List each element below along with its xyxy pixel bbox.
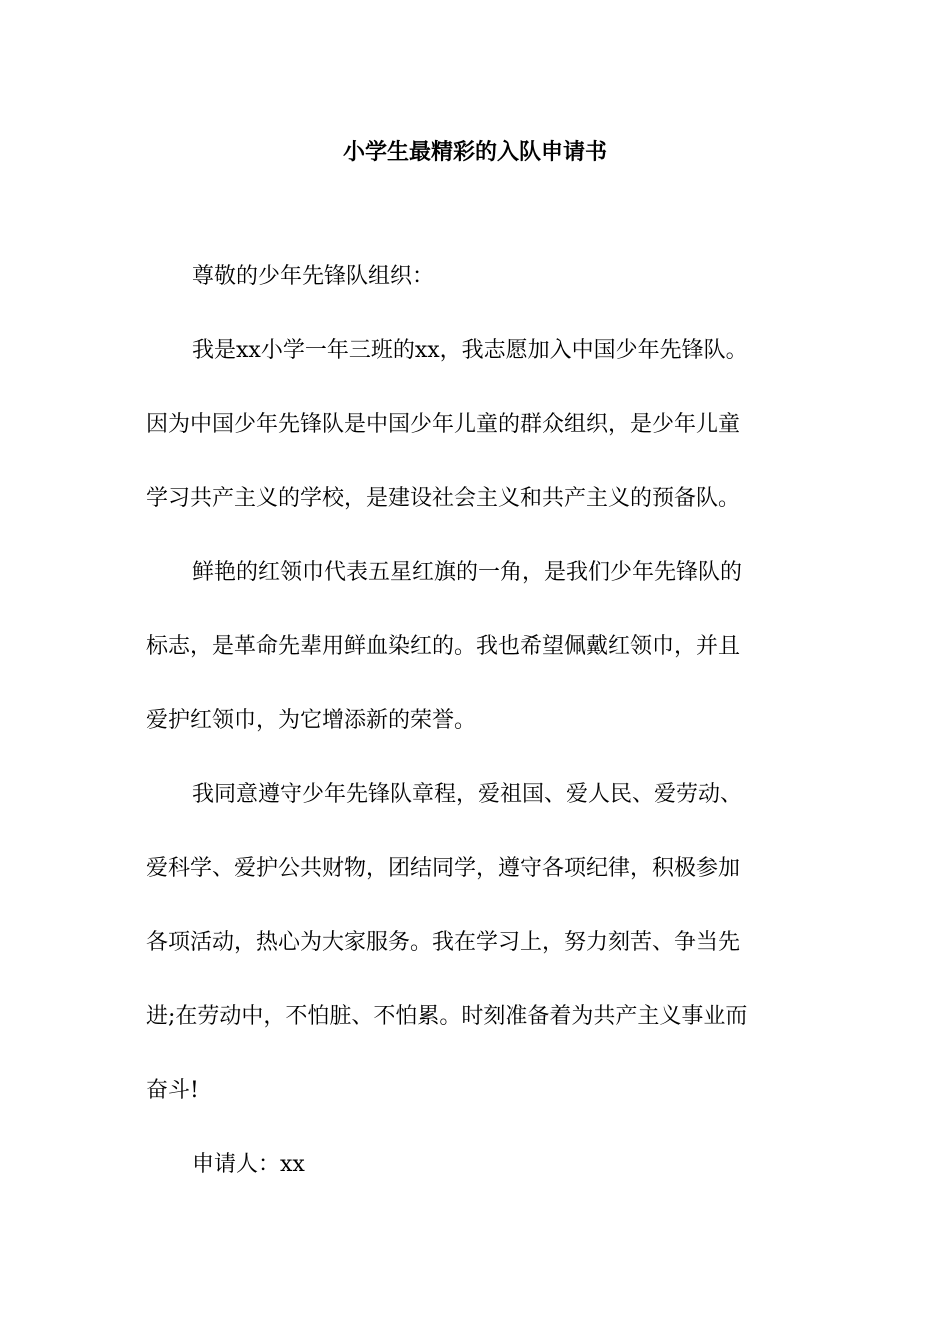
- paragraph-line: 进;在劳动中，不怕脏、不怕累。时刻准备着为共产主义事业而: [146, 1004, 748, 1029]
- salutation: 尊敬的少年先锋队组织：: [192, 264, 435, 289]
- paragraph-line: 我是xx小学一年三班的xx，我志愿加入中国少年先锋队。: [192, 338, 748, 363]
- paragraph-line: 各项活动，热心为大家服务。我在学习上，努力刻苦、争当先: [146, 930, 741, 955]
- paragraph-line: 标志，是革命先辈用鲜血染红的。我也希望佩戴红领巾，并且: [146, 634, 741, 659]
- paragraph-2: [146, 551, 806, 742]
- paragraph-3: [146, 773, 806, 1112]
- paragraph-line: 爱科学、爱护公共财物，团结同学，遵守各项纪律，积极参加: [146, 856, 741, 881]
- paragraph-line: 鲜艳的红领巾代表五星红旗的一角，是我们少年先锋队的: [192, 560, 743, 585]
- paragraph-1: [146, 329, 806, 520]
- signature: 申请人：xx: [192, 1152, 305, 1177]
- document-title: 小学生最精彩的入队申请书: [342, 139, 607, 165]
- paragraph-line: 我同意遵守少年先锋队章程，爱祖国、爱人民、爱劳动、: [192, 782, 743, 807]
- paragraph-line: 因为中国少年先锋队是中国少年儿童的群众组织，是少年儿童: [146, 412, 741, 437]
- paragraph-line: 奋斗!: [146, 1078, 199, 1103]
- paragraph-line: 爱护红领巾，为它增添新的荣誉。: [146, 708, 477, 733]
- document-body: [146, 255, 806, 1217]
- paragraph-line: 学习共产主义的学校，是建设社会主义和共产主义的预备队。: [146, 486, 741, 511]
